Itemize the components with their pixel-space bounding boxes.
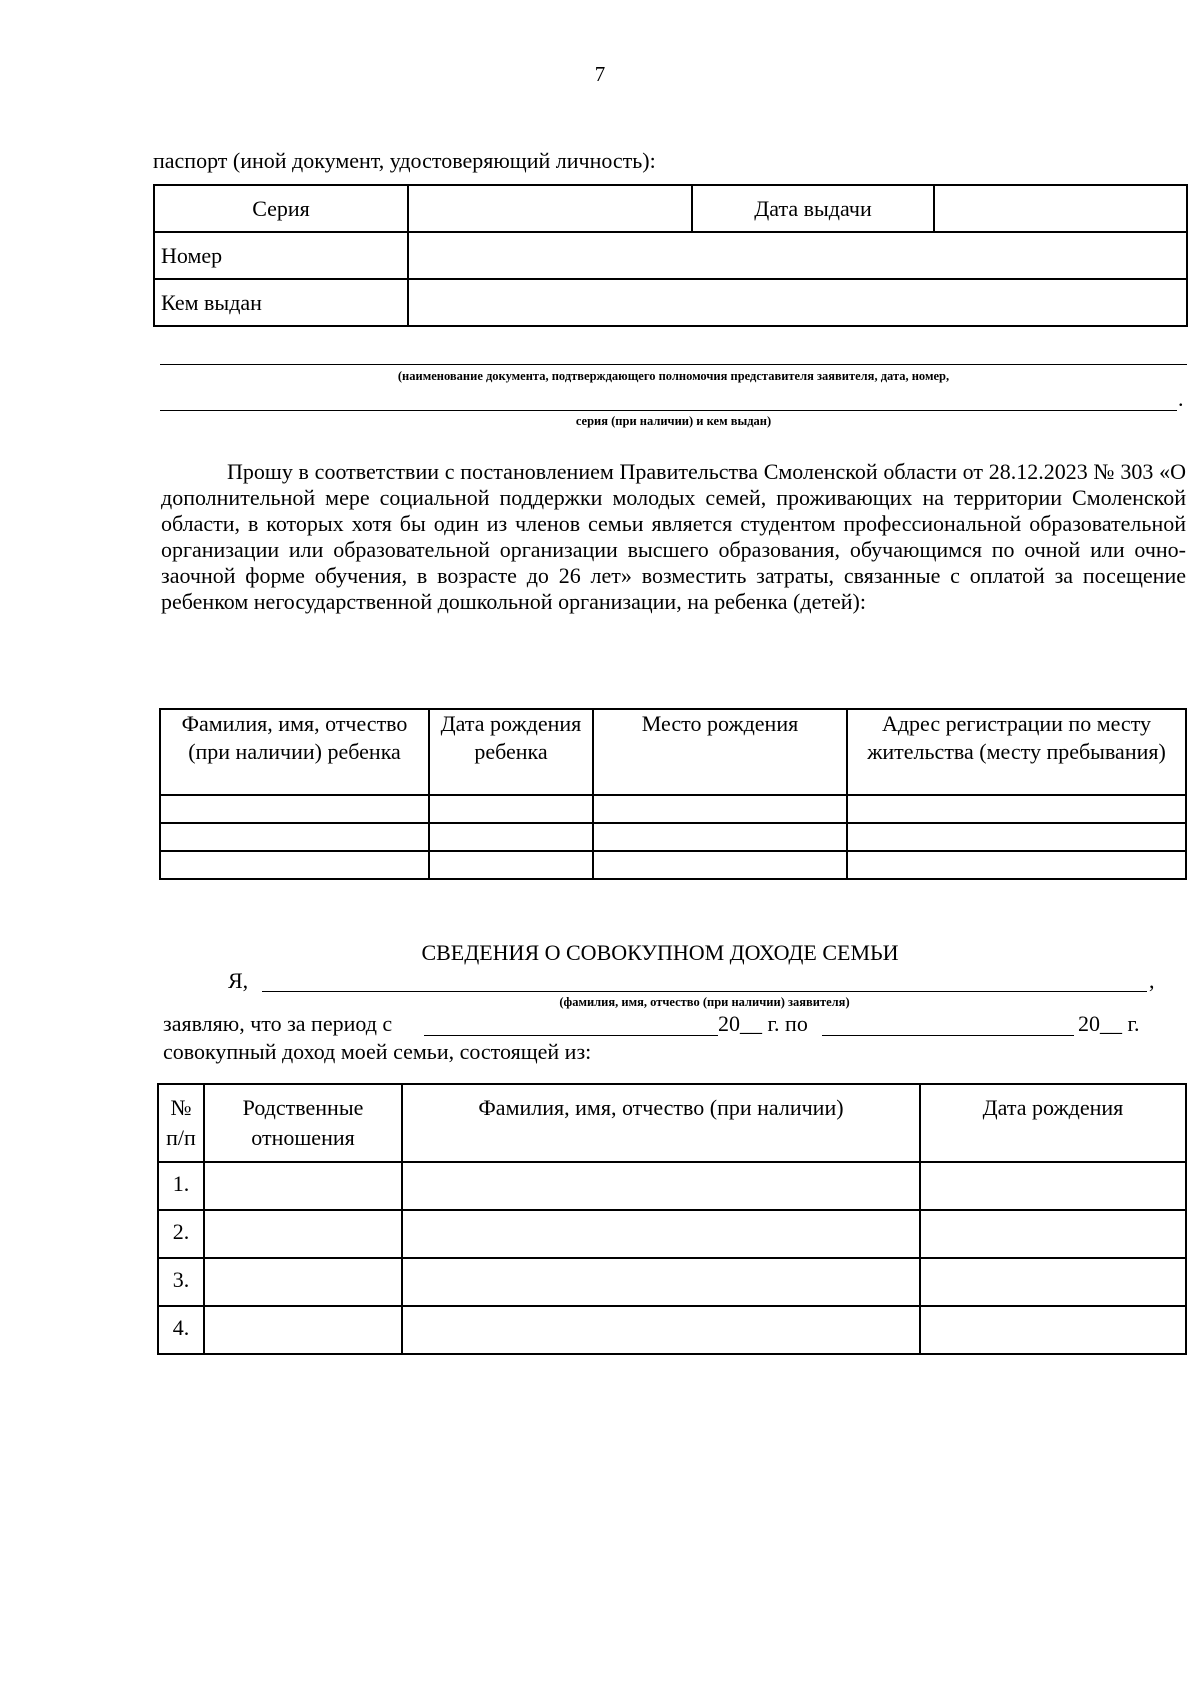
child-birthdate-cell[interactable] (429, 795, 593, 823)
name-cell[interactable] (402, 1162, 920, 1210)
passport-intro: паспорт (иной документ, удостоверяющий личность): (153, 148, 656, 173)
relation-cell[interactable] (204, 1306, 402, 1354)
period-year-2: 20__ г. (1078, 1011, 1140, 1036)
name-cell[interactable] (402, 1258, 920, 1306)
row-number: 4. (158, 1306, 204, 1354)
child-birthplace-cell[interactable] (593, 823, 847, 851)
family-header-number: № п/п (158, 1084, 204, 1162)
representative-caption-2: серия (при наличии) и кем выдан) (575, 414, 772, 428)
name-cell[interactable] (402, 1306, 920, 1354)
row-number: 1. (158, 1162, 204, 1210)
child-address-cell[interactable] (847, 795, 1186, 823)
child-birthplace-cell[interactable] (593, 851, 847, 879)
issue-date-field[interactable] (934, 185, 1187, 232)
row-number: 2. (158, 1210, 204, 1258)
period-prefix: заявляю, что за период с (163, 1011, 393, 1036)
page-number: 7 (594, 62, 606, 86)
issue-date-label: Дата выдачи (692, 185, 934, 232)
request-paragraph: Прошу в соответствии с постановлением Правительства Смоленской области от 28.12.2023 № 303 «О дополнительной мере социальной поддержки молодых семей, проживающих на территории Смоленской области, в которых хотя бы один из членов семьи является студентом профессиональной образовательной организации или образовательной организации высшего образования, обучающимся по очной или очно-заочной форме обучения, в возрасте до 26 лет» возместить затраты, связанные с оплатой за посещение ребенком негосударственной дошкольной организации, на ребенка (детей): (161, 459, 1186, 614)
applicant-comma: , (1149, 968, 1155, 993)
table-row (160, 823, 1186, 851)
family-header-relation: Родственные отношения (204, 1084, 402, 1162)
children-table (159, 708, 1187, 880)
children-header-name: Фамилия, имя, отчество (при наличии) ребенка (160, 709, 429, 795)
birthdate-cell[interactable] (920, 1258, 1186, 1306)
representative-doc-line-1[interactable] (160, 364, 1187, 365)
period-year-1: 20__ г. по (718, 1011, 808, 1036)
ya-label: Я, (228, 968, 249, 993)
family-table (157, 1083, 1187, 1355)
number-field[interactable] (408, 232, 1187, 279)
child-birthdate-cell[interactable] (429, 823, 593, 851)
table-row (160, 795, 1186, 823)
issued-by-label: Кем выдан (154, 279, 408, 326)
table-row (158, 1210, 1186, 1258)
child-address-cell[interactable] (847, 851, 1186, 879)
table-row (160, 851, 1186, 879)
issued-by-field[interactable] (408, 279, 1187, 326)
child-birthplace-cell[interactable] (593, 795, 847, 823)
table-row (158, 1306, 1186, 1354)
birthdate-cell[interactable] (920, 1306, 1186, 1354)
child-birthdate-cell[interactable] (429, 851, 593, 879)
applicant-name-line[interactable] (262, 991, 1147, 992)
birthdate-cell[interactable] (920, 1162, 1186, 1210)
number-label: Номер (154, 232, 408, 279)
child-name-cell[interactable] (160, 795, 429, 823)
child-name-cell[interactable] (160, 851, 429, 879)
series-label: Серия (154, 185, 408, 232)
table-row (158, 1258, 1186, 1306)
relation-cell[interactable] (204, 1258, 402, 1306)
income-section-title: СВЕДЕНИЯ О СОВОКУПНОМ ДОХОДЕ СЕМЬИ (421, 940, 899, 965)
period-start-line[interactable] (424, 1035, 718, 1036)
children-header-birthplace: Место рождения (593, 709, 847, 795)
relation-cell[interactable] (204, 1162, 402, 1210)
child-address-cell[interactable] (847, 823, 1186, 851)
birthdate-cell[interactable] (920, 1210, 1186, 1258)
applicant-name-caption: (фамилия, имя, отчество (при наличии) заявителя) (559, 995, 850, 1009)
children-header-birthdate: Дата рождения ребенка (429, 709, 593, 795)
representative-caption-1: (наименование документа, подтверждающего полномочия представителя заявителя, дата, номер, (397, 369, 950, 383)
family-composition-label: совокупный доход моей семьи, состоящей из: (163, 1039, 592, 1064)
representative-doc-line-2[interactable] (160, 410, 1177, 411)
passport-table (153, 184, 1188, 327)
representative-end-mark: . (1178, 386, 1184, 411)
table-row (158, 1162, 1186, 1210)
series-field[interactable] (408, 185, 692, 232)
name-cell[interactable] (402, 1210, 920, 1258)
family-header-name: Фамилия, имя, отчество (при наличии) (402, 1084, 920, 1162)
child-name-cell[interactable] (160, 823, 429, 851)
children-header-address: Адрес регистрации по месту жительства (месту пребывания) (847, 709, 1186, 795)
period-end-line[interactable] (822, 1035, 1074, 1036)
family-header-birthdate: Дата рождения (920, 1084, 1186, 1162)
row-number: 3. (158, 1258, 204, 1306)
relation-cell[interactable] (204, 1210, 402, 1258)
